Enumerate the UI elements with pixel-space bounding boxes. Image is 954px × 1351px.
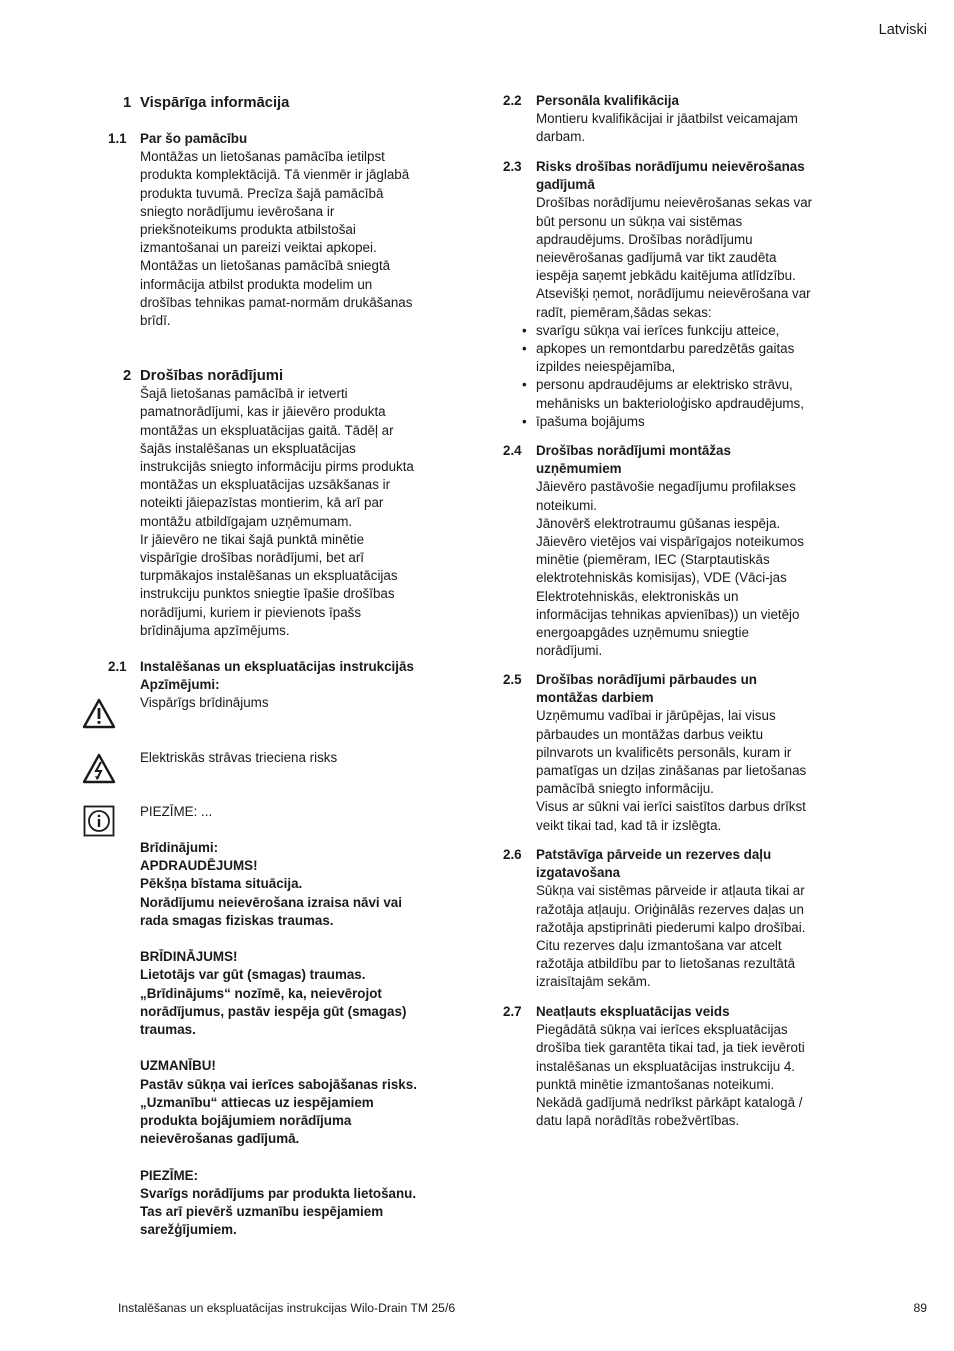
section-2-2-line: Montieru kvalifikācijai ir jāatbilst veicamajam xyxy=(536,111,798,127)
section-2-2-line: darbam. xyxy=(536,129,586,145)
section-2-line: Šajā lietošanas pamācībā ir ietverti xyxy=(140,386,348,402)
section-2-5-number: 2.5 xyxy=(503,672,522,687)
section-2-4-title: Drošības norādījumi montāžas xyxy=(536,443,731,458)
section-2-line: šajās instalēšanas un ekspluatācijas xyxy=(140,440,356,456)
section-2-3-line: Atsevišķi ņemot, norādījumu neievērošana var xyxy=(536,286,811,302)
section-1-number: 1 xyxy=(123,95,132,111)
section-2-7-line: datu lapā norādītās robežvērtības. xyxy=(536,1113,740,1129)
section-2-3-line: iespēja saņemt jebkādu kaitējuma atlīdzību. xyxy=(536,268,796,284)
section-1-1-title: Par šo pamācību xyxy=(140,131,248,146)
note-line: PIEZĪME: xyxy=(140,1167,199,1183)
section-2-1-title: Instalēšanas un ekspluatācijas instrukcijās xyxy=(140,659,414,674)
section-1-1-line: drošības tehnikas pamat-normām drukāšanas xyxy=(140,294,413,310)
section-2-5-title: montāžas darbiem xyxy=(536,690,654,706)
section-2-line: vispārīgie drošības norādījumi, bet arī xyxy=(140,550,365,566)
section-2-4-line: norādījumi. xyxy=(536,643,603,659)
warnings-heading: Brīdinājumi: xyxy=(140,840,219,855)
section-2-1-title: Apzīmējumi: xyxy=(140,677,220,693)
section-2-3-title: gadījumā xyxy=(536,177,595,193)
warning-line: „Brīdinājums“ nozīmē, ka, neievērojot xyxy=(140,985,382,1001)
caution-line: produkta bojājumiem norādījuma xyxy=(140,1113,352,1129)
section-2-line: montāžas un ekspluatācijas gaitā. Tādēļ ar xyxy=(140,422,394,438)
section-2-line: montāžu atbildīgajam uzņēmumam. xyxy=(140,513,353,529)
section-2-4-line: noteikumi. xyxy=(536,497,598,513)
section-2-6-line: ražotāja apstiprināti piederumi kalpo drošībai. xyxy=(536,919,806,935)
section-2-7-line: drošība tiek garantēta tikai tad, ja tiek ievēroti xyxy=(536,1040,805,1056)
section-2-5-title: Drošības norādījumi pārbaudes un xyxy=(536,672,757,687)
list-item: • apkopes un remontdarbu paredzētās gaitas izpildes neiespējamība, xyxy=(536,340,834,376)
section-2-5-line: pamācībā sniegto informāciju. xyxy=(536,781,714,797)
danger-line: APDRAUDĒJUMS! xyxy=(140,858,258,874)
section-2-7-line: Nekādā gadījumā nedrīkst pārkāpt katalogā / xyxy=(536,1095,803,1111)
section-1-1-line: izmantošanai un pareizi veiktai apkopei. xyxy=(140,240,377,256)
section-2-4-line: Elektrotehniskās, elektroniskās un xyxy=(536,588,739,604)
section-2-7-line: punktā minētie izmantošanas noteikumi. xyxy=(536,1076,775,1092)
section-2-7-line: instalēšanas un ekspluatācijas instrukciju 4. xyxy=(536,1058,796,1074)
symbol-note-label: PIEZĪME: ... xyxy=(140,804,213,819)
section-2-1-number: 2.1 xyxy=(108,659,127,674)
section-2-line: brīdinājuma apzīmējums. xyxy=(140,622,290,638)
list-item: • personu apdraudējums ar elektrisko strāvu, mehānisks un bakterioloģisko apdraudējums, xyxy=(536,376,834,412)
section-2-6-line: Citu rezerves daļu izmantošana var atcelt xyxy=(536,938,782,954)
section-2-line: montāžas un ekspluatācijas uzsākšanas ir xyxy=(140,477,391,493)
section-2-6-line: ražotāja atbildību par to lietošanas rezultātā xyxy=(536,956,796,972)
electric-hazard-icon xyxy=(82,752,116,786)
section-1-1-line: sniegto norādījumu ievērošana ir xyxy=(140,203,335,219)
danger-line: Pēkšņa bīstama situācija. xyxy=(140,876,303,892)
caution-line: Pastāv sūkņa vai ierīces sabojāšanas risks. xyxy=(140,1076,417,1092)
section-2-2-title: Personāla kvalifikācija xyxy=(536,93,679,108)
section-2-3-line: būt personu un sūkņa vai sistēmas xyxy=(536,213,743,229)
section-2-7-line: Piegādātā sūkņa vai ierīces ekspluatācijas xyxy=(536,1022,788,1038)
section-2-6-line: Sūkņa vai sistēmas pārveide ir atļauta tikai ar xyxy=(536,883,805,899)
section-2-5-line: pilnvarots un kvalificēts personāls, kuram ir xyxy=(536,744,792,760)
caution-line: „Uzmanību“ attiecas uz iespējamiem xyxy=(140,1094,374,1110)
section-1-1-number: 1.1 xyxy=(108,131,127,146)
warning-line: BRĪDINĀJUMS! xyxy=(140,949,238,965)
warning-triangle-icon xyxy=(82,697,116,731)
section-1-1-line: priekšnoteikums produkta atbilstošai xyxy=(140,222,356,238)
section-2-3-line: radīt, piemēram,šādas sekas: xyxy=(536,304,712,320)
section-2-3-line: neievērošanas gadījumā var tikt zaudēta xyxy=(536,250,777,266)
section-2-7-number: 2.7 xyxy=(503,1004,522,1019)
section-2-2-number: 2.2 xyxy=(503,93,522,108)
section-2-number: 2 xyxy=(123,368,132,384)
section-2-line: Ir jāievēro ne tikai šajā punktā minētie xyxy=(140,531,365,547)
page-number: 89 xyxy=(913,1301,927,1315)
section-2-4-line: Jāievēro vietējos vai vispārīgajos noteikumos xyxy=(536,534,804,550)
section-2-4-title: uzņēmumiem xyxy=(536,461,622,477)
section-2-5-line: veikt tikai tad, kad tā ir izslēgta. xyxy=(536,817,722,833)
section-2-5-line: Uzņēmumu vadībai ir jārūpējas, lai visus xyxy=(536,708,776,724)
section-2-4-line: Jānovērš elektrotraumu gūšanas iespēja. xyxy=(536,515,781,531)
section-2-line: instrukcijās sniegto informāciju pirms produkta xyxy=(140,459,414,475)
section-1-1-line: Montāžas un lietošanas pamācībā sniegtā xyxy=(140,258,391,274)
section-2-4 xyxy=(536,442,834,660)
section-2-4-line: minētie (piemēram, IEC (Starptautiskās xyxy=(536,552,770,568)
warning-line: Lietotājs var gūt (smagas) traumas. xyxy=(140,967,366,983)
section-2-6 xyxy=(536,846,834,992)
section-2-5-line: pamatīgas un dziļas zināšanas par lietošanas xyxy=(536,763,807,779)
section-2-1-heading xyxy=(140,658,442,694)
section-2-line: noteikti jāiepazīstas montierim, kā arī par xyxy=(140,495,384,511)
section-2-line: instrukciju punktos sniegtie īpašie drošības xyxy=(140,586,395,602)
section-2-line: pamatnorādījumi, kas ir jāievēro produkta xyxy=(140,404,386,420)
footer-manual-title: Instalēšanas un ekspluatācijas instrukcijas Wilo-Drain TM 25/6 xyxy=(118,1301,456,1315)
note-line: Tas arī pievērš uzmanību iespējamiem xyxy=(140,1204,384,1220)
list-item: • īpašuma bojājums xyxy=(536,413,834,431)
warning-line: norādījumus, pastāv iespēja gūt (smagas) xyxy=(140,1003,407,1019)
symbol-general-label: Vispārīgs brīdinājums xyxy=(140,695,269,710)
section-2-6-title: izgatavošana xyxy=(536,865,621,881)
section-2-6-line: izraisītajām sekām. xyxy=(536,974,651,990)
section-2-5-line: Visus ar sūkni vai ierīci saistītos darbus drīkst xyxy=(536,799,806,815)
section-2-4-line: elektrotehniskās komisijas), VDE (Vāci-jas xyxy=(536,570,787,586)
note-line: sarežģījumiem. xyxy=(140,1222,237,1238)
section-2-4-number: 2.4 xyxy=(503,443,522,458)
warning-line: traumas. xyxy=(140,1022,196,1038)
danger-line: rada smagas fiziskas traumas. xyxy=(140,912,334,928)
section-2-3-line: Drošības norādījumu neievērošanas sekas var xyxy=(536,195,813,211)
section-1-1-line: Montāžas un lietošanas pamācība ietilpst xyxy=(140,149,385,165)
language-label: Latviski xyxy=(878,22,927,38)
warnings-block xyxy=(140,839,442,1239)
section-2-7 xyxy=(536,1003,834,1130)
section-2-3 xyxy=(536,158,834,431)
symbol-electric-label: Elektriskās strāvas trieciena risks xyxy=(140,750,338,765)
section-2-4-line: energoapgādes uzņēmumu sniegtie xyxy=(536,625,749,641)
section-2-title: Drošības norādījumi xyxy=(140,368,284,384)
section-2-4-line: Jāievēro pastāvošie negadījumu profilakses xyxy=(536,479,796,495)
list-item: • svarīgu sūkņa vai ierīces funkciju atteice, xyxy=(536,322,834,340)
section-2-3-number: 2.3 xyxy=(503,159,522,174)
section-2-4-line: informācijas tehnikas apvienības)) un vietējo xyxy=(536,606,800,622)
consequences-list xyxy=(536,322,834,431)
section-2-6-line: ražotāja atļauju. Oriģinālās rezerves daļas un xyxy=(536,901,804,917)
section-2-6-number: 2.6 xyxy=(503,847,522,862)
section-2-line: norādījumi, kuriem ir pievienots īpašs xyxy=(140,604,362,620)
note-line: Svarīgs norādījums par produkta lietošanu. xyxy=(140,1185,417,1201)
section-1-1-line: brīdī. xyxy=(140,313,171,329)
section-1-1-line: informācija atbilst produkta modelim un xyxy=(140,276,373,292)
danger-line: Norādījumu neievērošana izraisa nāvi vai xyxy=(140,894,402,910)
section-1-1 xyxy=(140,130,442,330)
info-note-icon xyxy=(83,805,115,837)
section-2-3-line: apdraudējums. Drošības norādījumu xyxy=(536,231,753,247)
section-1-title: Vispārīga informācija xyxy=(140,95,290,111)
section-2-5-line: pārbaudes un montāžas darbus veiktu xyxy=(536,726,764,742)
section-2-2 xyxy=(536,92,834,147)
section-2-line: turpmākajos instalēšanas un ekspluatācijas xyxy=(140,568,398,584)
section-1-1-line: produkta tuvumā. Precīza šajā pamācībā xyxy=(140,185,384,201)
caution-line: neievērošanas gadījumā. xyxy=(140,1131,300,1147)
section-1-1-line: produkta komplektācijā. Tā vienmēr ir jāglabā xyxy=(140,167,410,183)
section-2 xyxy=(140,367,442,640)
section-2-7-title: Neatļauts ekspluatācijas veids xyxy=(536,1004,730,1019)
section-2-3-title: Risks drošības norādījumu neievērošanas xyxy=(536,159,805,174)
section-2-5 xyxy=(536,671,834,835)
caution-line: UZMANĪBU! xyxy=(140,1058,216,1074)
section-2-6-title: Patstāvīga pārveide un rezerves daļu xyxy=(536,847,772,862)
